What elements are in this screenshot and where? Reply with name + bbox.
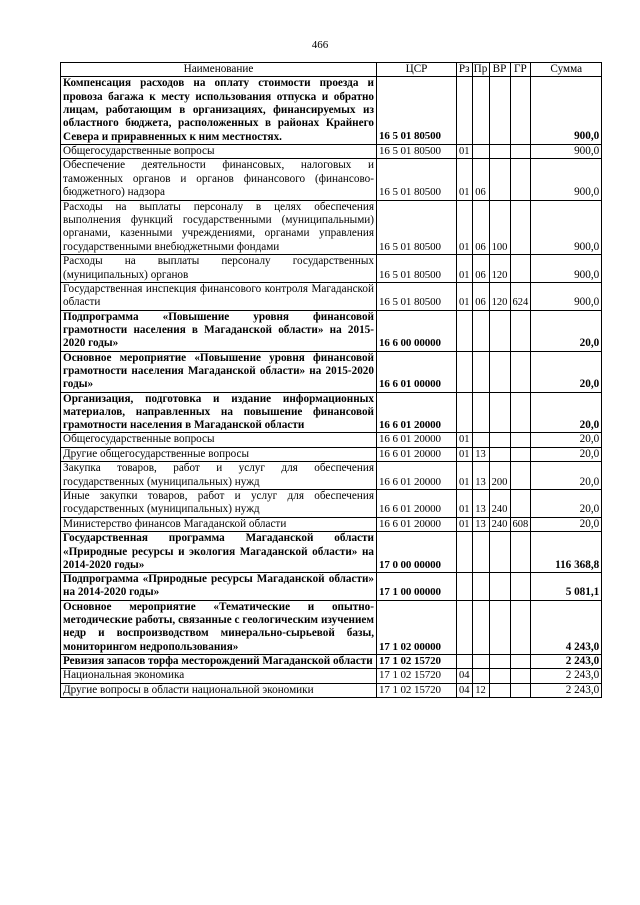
- row-rz: [457, 392, 473, 433]
- row-sum: 20,0: [531, 447, 602, 461]
- row-name: Основное мероприятие «Тематические и опытно-методические работы, связанные с геологическим изучением недр и воспроизводством минерально-сырьевой базы, мониторингом недропользования»: [61, 600, 377, 654]
- row-gr: [510, 600, 531, 654]
- table-row: [61, 669, 602, 683]
- table-row: [61, 490, 602, 518]
- row-rz: 01: [457, 144, 473, 158]
- row-vr: [489, 159, 510, 200]
- row-pr: [472, 532, 489, 573]
- row-rz: 01: [457, 517, 473, 531]
- row-pr: 13: [472, 517, 489, 531]
- row-vr: 100: [489, 200, 510, 255]
- row-sum: 900,0: [531, 159, 602, 200]
- row-gr: [510, 532, 531, 573]
- row-vr: [489, 654, 510, 668]
- row-csr: 17 1 02 15720: [377, 654, 457, 668]
- row-vr: 240: [489, 517, 510, 531]
- row-pr: 06: [472, 159, 489, 200]
- row-sum: 900,0: [531, 200, 602, 255]
- row-pr: [472, 144, 489, 158]
- row-csr: 16 5 01 80500: [377, 159, 457, 200]
- row-vr: 120: [489, 255, 510, 283]
- page-number: 466: [311, 39, 329, 51]
- row-rz: [457, 351, 473, 392]
- row-name: Иные закупки товаров, работ и услуг для обеспечения государственных (муниципальных) нужд: [61, 490, 377, 518]
- row-sum: 116 368,8: [531, 532, 602, 573]
- table-row: [61, 200, 602, 255]
- table-row: [61, 433, 602, 447]
- row-pr: [472, 669, 489, 683]
- row-gr: [510, 654, 531, 668]
- row-gr: [510, 462, 531, 490]
- row-csr: 16 6 01 20000: [377, 447, 457, 461]
- row-name: Общегосударственные вопросы: [61, 433, 377, 447]
- row-csr: 17 1 02 15720: [377, 683, 457, 697]
- row-gr: [510, 669, 531, 683]
- table-header-row: [61, 63, 602, 77]
- row-pr: 06: [472, 200, 489, 255]
- row-pr: 13: [472, 447, 489, 461]
- row-vr: 240: [489, 490, 510, 518]
- table-row: [61, 683, 602, 697]
- row-sum: 20,0: [531, 392, 602, 433]
- row-vr: [489, 532, 510, 573]
- row-pr: 12: [472, 683, 489, 697]
- row-csr: 16 6 01 20000: [377, 433, 457, 447]
- table-row: [61, 282, 602, 310]
- row-pr: [472, 392, 489, 433]
- budget-table: [60, 62, 602, 698]
- row-gr: [510, 255, 531, 283]
- table-row: [61, 144, 602, 158]
- row-pr: 13: [472, 490, 489, 518]
- row-pr: [472, 433, 489, 447]
- row-vr: [489, 669, 510, 683]
- row-name: Государственная инспекция финансового контроля Магаданской области: [61, 282, 377, 310]
- row-rz: [457, 532, 473, 573]
- row-vr: 200: [489, 462, 510, 490]
- row-sum: 900,0: [531, 282, 602, 310]
- row-rz: 01: [457, 433, 473, 447]
- row-sum: 4 243,0: [531, 600, 602, 654]
- row-sum: 20,0: [531, 433, 602, 447]
- row-name: Государственная программа Магаданской области «Природные ресурсы и экология Магаданской области» на 2014-2020 годы»: [61, 532, 377, 573]
- row-sum: 20,0: [531, 462, 602, 490]
- row-gr: [510, 683, 531, 697]
- row-name: Другие вопросы в области национальной экономики: [61, 683, 377, 697]
- table-row: [61, 310, 602, 351]
- table-row: [61, 351, 602, 392]
- row-pr: 13: [472, 462, 489, 490]
- row-sum: 20,0: [531, 351, 602, 392]
- row-csr: 16 6 00 00000: [377, 310, 457, 351]
- row-rz: 01: [457, 462, 473, 490]
- row-gr: [510, 159, 531, 200]
- row-rz: 04: [457, 669, 473, 683]
- row-rz: [457, 77, 473, 144]
- row-gr: 624: [510, 282, 531, 310]
- row-vr: [489, 351, 510, 392]
- row-gr: 608: [510, 517, 531, 531]
- table-row: [61, 447, 602, 461]
- row-name: Другие общегосударственные вопросы: [61, 447, 377, 461]
- table-row: [61, 654, 602, 668]
- table-row: [61, 517, 602, 531]
- row-csr: 16 5 01 80500: [377, 200, 457, 255]
- row-sum: 900,0: [531, 255, 602, 283]
- table-row: [61, 77, 602, 144]
- row-gr: [510, 490, 531, 518]
- row-vr: [489, 310, 510, 351]
- table-row: [61, 532, 602, 573]
- row-vr: [489, 600, 510, 654]
- row-gr: [510, 573, 531, 601]
- row-pr: [472, 600, 489, 654]
- row-gr: [510, 200, 531, 255]
- row-name: Подпрограмма «Природные ресурсы Магаданской области» на 2014-2020 годы»: [61, 573, 377, 601]
- header-sum: Сумма: [531, 63, 602, 77]
- row-sum: 2 243,0: [531, 683, 602, 697]
- header-rz: Рз: [457, 63, 473, 77]
- header-csr: ЦСР: [377, 63, 457, 77]
- row-csr: 17 1 02 15720: [377, 669, 457, 683]
- row-name: Компенсация расходов на оплату стоимости проезда и провоза багажа к месту использования отпуска и обратно лицам, работающим в организациях, финансируемых из областного бюджета, расположенных в районах Крайнего Севера и приравненных к ним местностях.: [61, 77, 377, 144]
- row-name: Расходы на выплаты персоналу государственных (муниципальных) органов: [61, 255, 377, 283]
- row-csr: 16 5 01 80500: [377, 282, 457, 310]
- row-sum: 20,0: [531, 310, 602, 351]
- row-gr: [510, 144, 531, 158]
- header-vr: ВР: [489, 63, 510, 77]
- row-csr: 16 5 01 80500: [377, 77, 457, 144]
- row-csr: 16 6 01 20000: [377, 517, 457, 531]
- row-name: Обеспечение деятельности финансовых, налоговых и таможенных органов и органов финансового (финансово-бюджетного) надзора: [61, 159, 377, 200]
- row-gr: [510, 310, 531, 351]
- row-vr: [489, 144, 510, 158]
- header-pr: Пр: [473, 63, 488, 75]
- table-row: [61, 159, 602, 200]
- table-row: [61, 392, 602, 433]
- row-csr: 17 1 02 00000: [377, 600, 457, 654]
- row-name: Министерство финансов Магаданской области: [61, 517, 377, 531]
- row-name: Ревизия запасов торфа месторождений Магаданской области: [61, 654, 377, 668]
- row-pr: 06: [472, 282, 489, 310]
- header-name: Наименование: [61, 63, 377, 77]
- row-csr: 16 6 01 20000: [377, 392, 457, 433]
- row-rz: 01: [457, 447, 473, 461]
- row-name: Национальная экономика: [61, 669, 377, 683]
- row-rz: [457, 654, 473, 668]
- row-rz: 01: [457, 490, 473, 518]
- row-vr: [489, 433, 510, 447]
- row-vr: [489, 77, 510, 144]
- row-sum: 20,0: [531, 517, 602, 531]
- row-sum: 900,0: [531, 77, 602, 144]
- row-name: Закупка товаров, работ и услуг для обеспечения государственных (муниципальных) нужд: [61, 462, 377, 490]
- row-name: Общегосударственные вопросы: [61, 144, 377, 158]
- table-row: [61, 462, 602, 490]
- row-rz: [457, 600, 473, 654]
- row-vr: [489, 683, 510, 697]
- row-name: Организация, подготовка и издание информационных материалов, направленных на повышение финансовой грамотности населения в Магаданской области: [61, 392, 377, 433]
- row-csr: 17 1 00 00000: [377, 573, 457, 601]
- row-csr: 17 0 00 00000: [377, 532, 457, 573]
- row-sum: 900,0: [531, 144, 602, 158]
- row-rz: [457, 310, 473, 351]
- row-rz: 04: [457, 683, 473, 697]
- row-csr: 16 6 01 00000: [377, 351, 457, 392]
- row-name: Подпрограмма «Повышение уровня финансовой грамотности населения в Магаданской области» на 2015-2020 годы»: [61, 310, 377, 351]
- row-vr: 120: [489, 282, 510, 310]
- row-pr: [472, 573, 489, 601]
- row-gr: [510, 351, 531, 392]
- row-pr: [472, 654, 489, 668]
- row-rz: 01: [457, 159, 473, 200]
- row-rz: [457, 573, 473, 601]
- row-sum: 2 243,0: [531, 669, 602, 683]
- table-row: [61, 600, 602, 654]
- row-gr: [510, 77, 531, 144]
- row-csr: 16 6 01 20000: [377, 490, 457, 518]
- row-rz: 01: [457, 255, 473, 283]
- row-rz: 01: [457, 282, 473, 310]
- row-pr: 06: [472, 255, 489, 283]
- row-gr: [510, 433, 531, 447]
- row-vr: [489, 392, 510, 433]
- table-row: [61, 573, 602, 601]
- row-gr: [510, 392, 531, 433]
- header-gr: ГР: [510, 63, 531, 77]
- row-sum: 20,0: [531, 490, 602, 518]
- row-name: Основное мероприятие «Повышение уровня финансовой грамотности населения Магаданской области» на 2015-2020 годы»: [61, 351, 377, 392]
- row-csr: 16 6 01 20000: [377, 462, 457, 490]
- row-name: Расходы на выплаты персоналу в целях обеспечения выполнения функций государственными (муниципальными) органами, казенными учреждениями, органами управления государственными внебюджетными фондами: [61, 200, 377, 255]
- row-pr: [472, 77, 489, 144]
- row-vr: [489, 573, 510, 601]
- row-csr: 16 5 01 80500: [377, 144, 457, 158]
- row-csr: 16 5 01 80500: [377, 255, 457, 283]
- row-gr: [510, 447, 531, 461]
- row-vr: [489, 447, 510, 461]
- table-row: [61, 255, 602, 283]
- row-sum: 2 243,0: [531, 654, 602, 668]
- row-sum: 5 081,1: [531, 573, 602, 601]
- row-pr: [472, 310, 489, 351]
- row-pr: [472, 351, 489, 392]
- row-rz: 01: [457, 200, 473, 255]
